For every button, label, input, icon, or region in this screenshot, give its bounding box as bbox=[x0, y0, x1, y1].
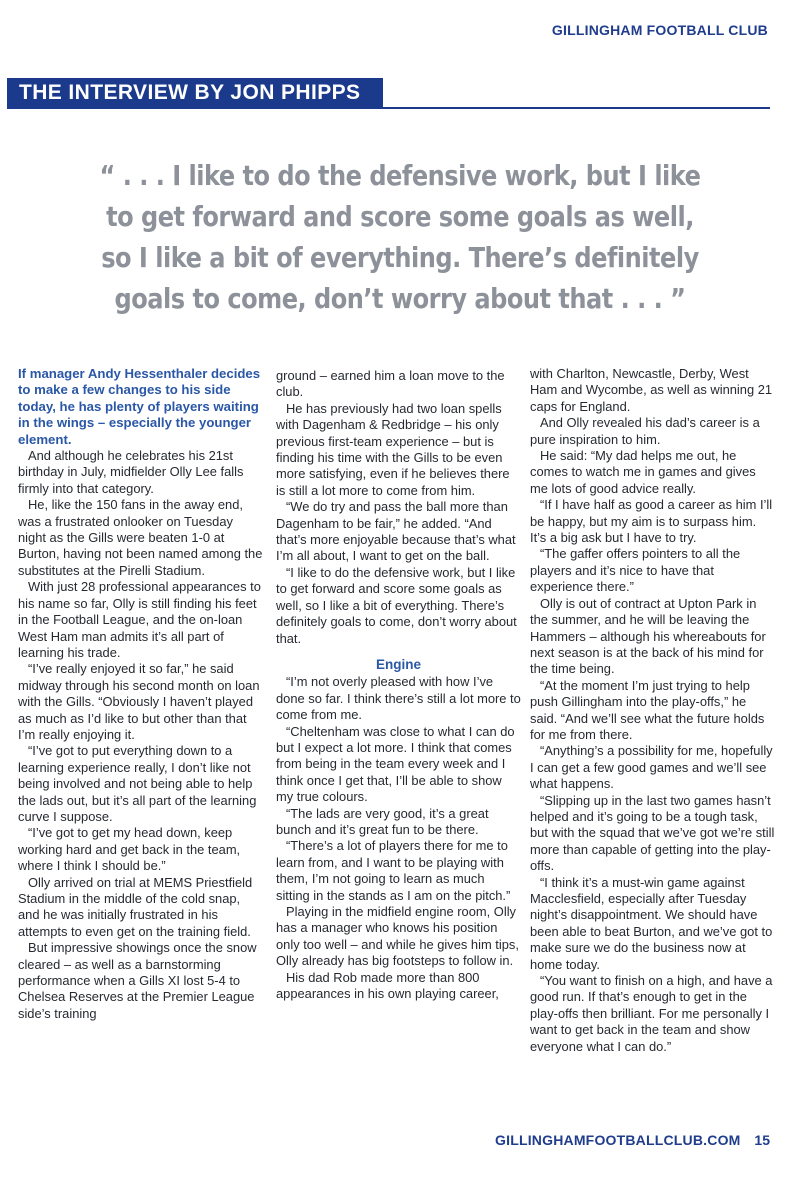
paragraph-continuation: ground – earned him a loan move to the club. bbox=[276, 368, 505, 400]
paragraph: He said: “My dad helps me out, he comes to watch me in games and gives me lots of good advice really. bbox=[530, 448, 756, 496]
paragraph: “Cheltenham was close to what I can do but I expect a lot more. I think that comes from being in the team every week and I think once I get that, I’ll be able to show my true colours. bbox=[276, 723, 515, 805]
paragraph: “The lads are very good, it’s a great bunch and it’s great fun to be there. bbox=[276, 805, 489, 837]
interview-title: THE INTERVIEW BY JON PHIPPS bbox=[19, 81, 361, 104]
paragraph: Olly is out of contract at Upton Park in the summer, and he will be leaving the Hammers – although his whereabouts for next season is at the back of his mind for the time being. bbox=[530, 595, 766, 677]
paragraph: “You want to finish on a high, and have a good run. If that’s enough to get in the play-offs then brilliant. For me personally I want to get back in the team and show everyone what I can do.” bbox=[530, 973, 773, 1054]
subheading: Engine bbox=[375, 656, 421, 672]
paragraph: “We do try and pass the ball more than Dagenham to be fair,” he added. “And that’s more enjoyable because that’s what I’m all about, I want to get on the ball. bbox=[276, 499, 516, 564]
paragraph: “I think it’s a must-win game against Macclesfield, especially after Tuesday night’s disappointment. We should have been able to beat Burton, and we’ve got to make sure we do the business now at home today. bbox=[530, 874, 773, 972]
paragraph: His dad Rob made more than 800 appearances in his own playing career, bbox=[276, 969, 499, 1002]
paragraph: He has previously had two loan spells with Dagenham & Redbridge – his only previous first-team experience – but is finding his time with the Gills to be even more satisfying, even if he believes there is still a lot more to come from him. bbox=[276, 400, 510, 498]
paragraph: “There’s a lot of players there for me to learn from, and I want to be playing with them, I’m not going to learn as much sitting in the stands as I am on the pitch.” bbox=[276, 838, 511, 903]
paragraph: And although he celebrates his 21st birthday in July, midfielder Olly Lee falls firmly into that category. bbox=[18, 448, 244, 496]
paragraph: “I’ve really enjoyed it so far,” he said midway through his second month on loan with the Gills. “Obviously I haven’t played as much as I’d like to but other than that I’m really enjoying it. bbox=[18, 661, 260, 742]
paragraph: He, like the 150 fans in the away end, was a frustrated onlooker on Tuesday night as the Gills were beaten 1-0 at Burton, having not been named among the substitutes at the Pirelli Stadium. bbox=[18, 497, 263, 578]
paragraph: “The gaffer offers pointers to all the players and it’s nice to have that experience there.” bbox=[530, 546, 741, 595]
club-name-header: GILLINGHAM FOOTBALL CLUB bbox=[551, 22, 768, 38]
paragraph: “I’ve got to get my head down, keep working hard and get back in the team, where I think I should be.” bbox=[18, 825, 241, 874]
page-footer bbox=[495, 1132, 770, 1148]
paragraph: Olly arrived on trial at MEMS Priestfield Stadium in the middle of the cold snap, and he was initially frustrated in his attempts to even get on the training field. bbox=[18, 874, 253, 939]
paragraph: With just 28 professional appearances to his name so far, Olly is still finding his feet in the Football League, and the on-loan West Ham man admits it’s all part of learning his trade. bbox=[18, 579, 261, 660]
paragraph: “Anything’s a possibility for me, hopefully I can get a few good games and we’ll see what happens. bbox=[530, 743, 773, 792]
title-rule bbox=[7, 107, 770, 109]
article-column-1 bbox=[18, 366, 263, 1022]
paragraph: “At the moment I’m just trying to help push Gillingham into the play-offs,” he said. “And we’ll see what the future holds for me from there. bbox=[530, 677, 765, 742]
footer-url: GILLINGHAMFOOTBALLCLUB.COM bbox=[495, 1132, 741, 1148]
paragraph: “I like to do the defensive work, but I like to get forward and score some goals as well, so I like a bit of everything. There’s definitely goals to come, don’t worry about that. bbox=[276, 564, 517, 646]
paragraph: “I’ve got to put everything down to a learning experience really, I don’t like not being involved and not being able to help the lads out, but it’s all part of the learning curve I suppose. bbox=[18, 743, 257, 824]
pull-quote: “ . . . I like to do the defensive work, but I like to get forward and score some goals as well, so I like a bit of everything. There’s definitely goals to come, don’t worry about that . . . ” bbox=[99, 159, 701, 315]
standfirst: If manager Andy Hessenthaler decides to make a few changes to his side today, he has plenty of players waiting in the wings – especially the younger element. bbox=[18, 366, 261, 447]
interview-title-banner bbox=[7, 78, 383, 108]
paragraph: And Olly revealed his dad’s career is a pure inspiration to him. bbox=[530, 415, 760, 447]
article-column-2 bbox=[276, 368, 521, 1002]
paragraph: Playing in the midfield engine room, Olly has a manager who knows his position only too well – and while he gives him tips, Olly already has big footsteps to follow in. bbox=[276, 904, 519, 969]
paragraph: But impressive showings once the snow cleared – as well as a barnstorming performance when a Gills XI lost 5-4 to Chelsea Reserves at the Premier League side’s training bbox=[18, 940, 257, 1021]
paragraph: “Slipping up in the last two games hasn’t helped and it’s going to be a tough task, but with the squad that we’ve got we’re still more than capable of getting into the play-offs. bbox=[530, 792, 775, 874]
page-number: 15 bbox=[754, 1132, 770, 1148]
paragraph: “I’m not overly pleased with how I’ve done so far. I think there’s still a lot more to come from me. bbox=[276, 674, 521, 723]
paragraph: “If I have half as good a career as him I’ll be happy, but my aim is to surpass him. It’s a big ask but I have to try. bbox=[530, 497, 773, 546]
paragraph-continuation: with Charlton, Newcastle, Derby, West Ham and Wycombe, as well as winning 21 caps for England. bbox=[530, 366, 773, 414]
article-column-3 bbox=[530, 366, 775, 1055]
